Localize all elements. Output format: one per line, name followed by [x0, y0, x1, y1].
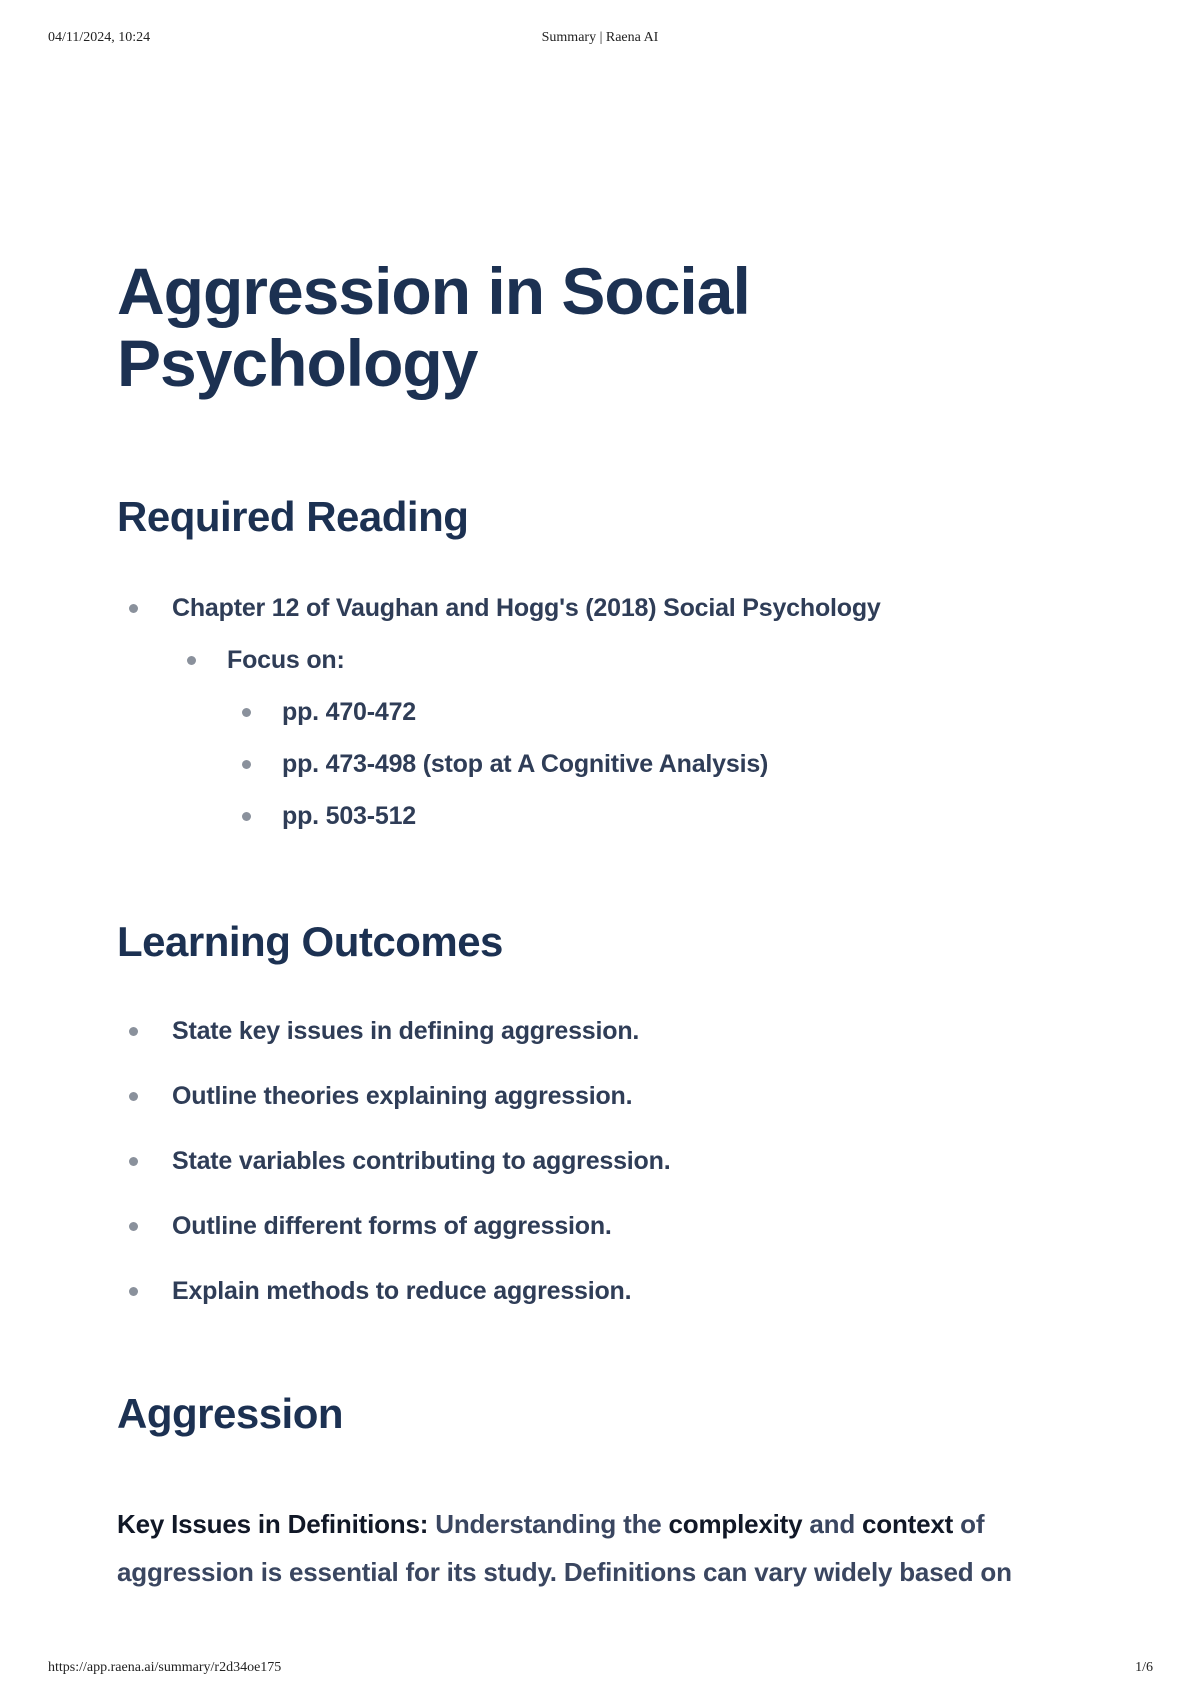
list-item: [172, 593, 881, 830]
print-datetime: 04/11/2024, 10:24: [48, 30, 151, 45]
focus-list: [227, 645, 769, 830]
bullet-icon: [129, 604, 138, 613]
list-item: [282, 801, 768, 831]
paragraph-label: Key Issues in Definitions:: [117, 1509, 429, 1539]
bullet-icon: [129, 1027, 138, 1036]
paragraph-text: Understanding the: [428, 1509, 669, 1539]
print-footer: [0, 1660, 1200, 1680]
paragraph-emphasis: complexity: [668, 1509, 803, 1539]
bullet-icon: [129, 1222, 138, 1231]
page-range: pp. 470-472: [282, 698, 416, 726]
list-item: [172, 1276, 670, 1306]
section-heading-aggression: Aggression: [117, 1390, 344, 1437]
outcome-text: Outline theories explaining aggression.: [172, 1082, 633, 1110]
list-item: [172, 1146, 670, 1176]
print-url: https://app.raena.ai/summary/r2d34oe175: [48, 1660, 282, 1675]
list-item: [172, 1211, 670, 1241]
outcome-text: State variables contributing to aggression.: [172, 1147, 671, 1175]
section-heading-learning-outcomes: Learning Outcomes: [117, 918, 503, 965]
list-item: [227, 645, 769, 830]
paragraph-text: of aggression is essential for its study. Definitions can vary widely based on: [117, 1509, 1012, 1587]
bullet-icon: [129, 1157, 138, 1166]
bullet-icon: [129, 1287, 138, 1296]
aggression-paragraph: [117, 1500, 1077, 1596]
bullet-icon: [129, 1092, 138, 1101]
learning-outcomes-list: [172, 1016, 670, 1341]
paragraph-text: and: [802, 1509, 863, 1539]
page-range-list: [282, 697, 768, 853]
required-reading-list: [172, 593, 881, 830]
print-header: [0, 30, 1200, 50]
bullet-icon: [242, 708, 251, 717]
focus-label: Focus on:: [227, 646, 345, 674]
list-item: [172, 1016, 670, 1046]
page-range: pp. 503-512: [282, 802, 416, 830]
bullet-icon: [187, 656, 196, 665]
page-range: pp. 473-498 (stop at A Cognitive Analysis): [282, 750, 769, 778]
paragraph-emphasis: context: [862, 1509, 954, 1539]
outcome-text: Explain methods to reduce aggression.: [172, 1277, 632, 1305]
bullet-icon: [242, 760, 251, 769]
reading-item-text: Chapter 12 of Vaughan and Hogg's (2018) Social Psychology: [172, 594, 881, 622]
print-page-title: Summary | Raena AI: [541, 30, 659, 45]
bullet-icon: [242, 812, 251, 821]
print-page-number: 1/6: [1135, 1660, 1153, 1675]
document-title: Aggression in Social Psychology: [117, 254, 750, 400]
outcome-text: Outline different forms of aggression.: [172, 1212, 612, 1240]
outcome-text: State key issues in defining aggression.: [172, 1017, 640, 1045]
section-heading-required-reading: Required Reading: [117, 493, 469, 540]
list-item: [282, 697, 768, 727]
list-item: [172, 1081, 670, 1111]
list-item: [282, 749, 768, 779]
